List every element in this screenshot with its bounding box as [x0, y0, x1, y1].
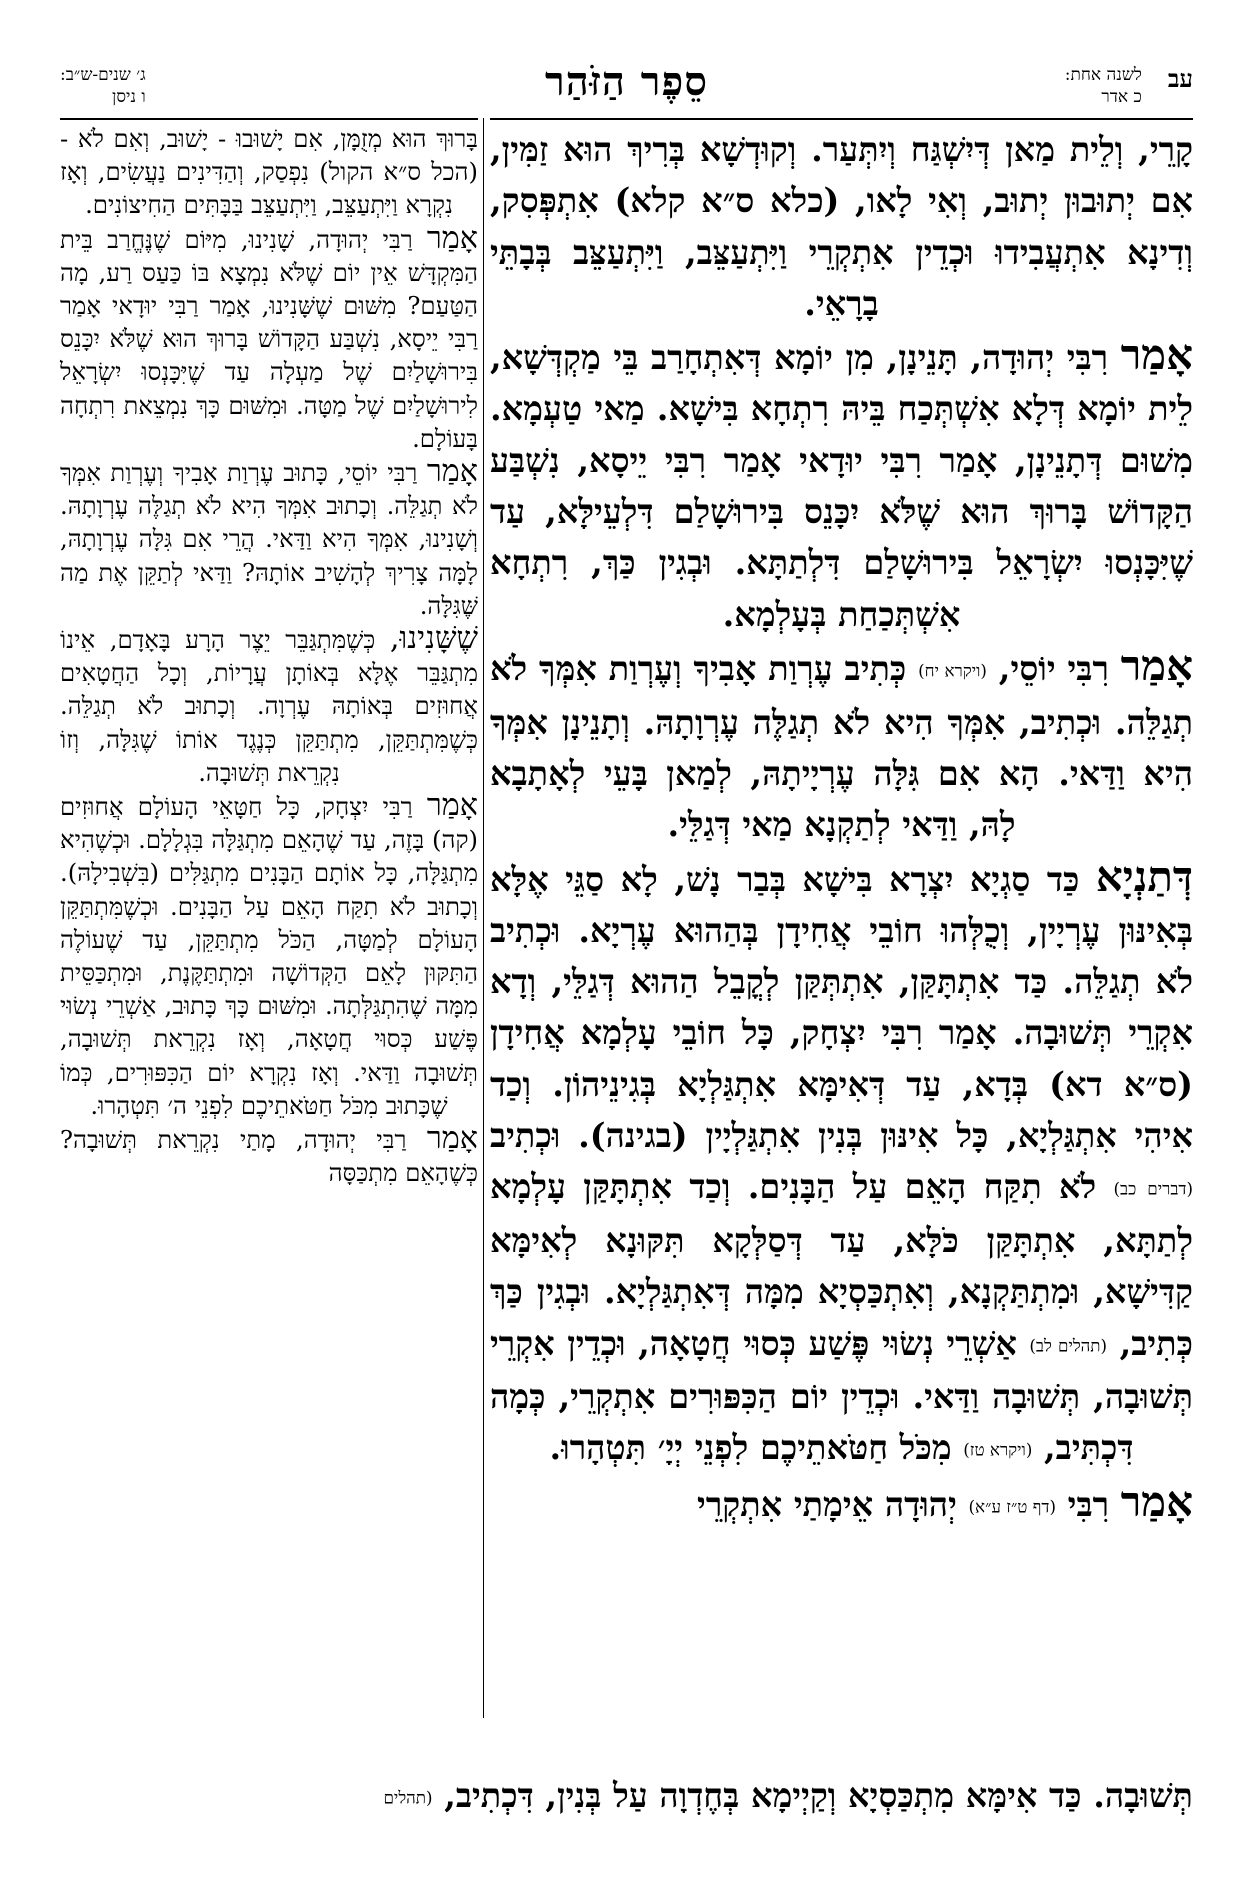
verse-reference: (ויקרא יח): [918, 660, 987, 681]
paragraph: [490, 640, 1193, 851]
opening-word: אָמַר: [1120, 640, 1194, 690]
paragraph-text: רַבִּי יְהוּדָה, שָׁנִינוּ, מִיּוֹם שֶׁנֶּחֱרַב בֵּית הַמִּקְדָּשׁ אֵין יוֹם שֶׁלֹּא נִמְצָא בּוֹ כַּעַס רַע, מָה הַטַּעַם? מִשּׁוּם שֶׁשָּׁנִינוּ, אָמַר רַבִּי יוּדָאי אָמַר רַבִּי יֵיסָא, נִשְׁבַּע הַקָּדוֹשׁ בָּרוּךְ הוּא שֶׁלֹּא יִכָּנֵס בִּירוּשָׁלַיִם שֶׁל מַעְלָה עַד שֶׁיִּכָּנְסוּ יִשְׂרָאֵל לִירוּשָׁלַיִם שֶׁל מַטָּה. וּמִשּׁוּם כָּךְ נִמְצֵאת רִתְחָה בָּעוֹלָם.: [60, 224, 478, 453]
paragraph-text: מִכֹּל חַטֹּאתֵיכֶם לִפְנֵי יְיָ׳ תִּטְהָרוּ.: [549, 1428, 964, 1468]
paragraph: [60, 789, 478, 1122]
paragraph: [60, 1770, 1193, 1824]
paragraph-text: רַבִּי יוֹסֵי, כָּתוּב עֶרְוַת אָבִיךָ וְעֶרְוַת אִמְּךָ לֹא תְגַלֵּה. וְכָתוּב אִמְּךָ הִיא לֹא תְגַלֶּה עֶרְוָתָהּ. וְשָׁנִינוּ, אִמְּךָ הִיא וַדַּאי. הֲרֵי אִם גִּלָּה עֶרְוָתָהּ, לָמָּה צָרִיךְ לְהָשִׁיב אוֹתָהּ? וַדַּאי לְתַקֵּן אֶת מַה שֶּׁגִּלָּה.: [60, 458, 478, 620]
paragraph: [60, 122, 478, 222]
opening-word: אָמַר: [426, 788, 478, 824]
cycle-date: ו ניסן: [111, 87, 146, 107]
header-rule-left: [60, 118, 478, 120]
continuation-line: [60, 1770, 1193, 1824]
hebrew-translation-column: [60, 122, 478, 1190]
opening-word: אָמַר: [426, 454, 478, 490]
paragraph-text: תְּשׁוּבָה. כַּד אִימָּא מִתְכַּסְיָא וְקַיְימָא בְּחֶדְוָה עַל בְּנִין, דִּכְתִיב,: [432, 1776, 1193, 1815]
page-reference: (דף ט״ז ע״א): [968, 1496, 1057, 1517]
paragraph-text: רִבִּי: [1056, 1485, 1121, 1525]
paragraph: [490, 329, 1193, 640]
page-number: עב: [1167, 64, 1193, 93]
paragraph: [60, 1122, 478, 1189]
paragraph: [60, 455, 478, 622]
paragraph: [60, 622, 478, 789]
paragraph-text: כַּד סַגְיָא יִצְרָא בִּישָׁא בְּבַר נָשׁ, לָא סַגֵּי אֶלָּא בְּאִינּוּן עֶרְיָין, וְכֻלְּהוּ חוֹבֵי אֲחִידָן בְּהַהוּא עֶרְיָא. וּכְתִיב לֹא תְגַלֵּה. כַּד אִתְתָּקַּן, אִתְתְּקַּן לְקֳבֵל הַהוּא דְּגַלֵּי, וְדָא אִקְרֵי תְּשׁוּבָה. אָמַר רִבִּי יִצְחָק, כָּל חוֹבֵי עָלְמָא אֲחִידָן (ס״א דא) בְּדָא, עַד דְּאִימָּא אִתְגַּלְיָא בְּגִינֵיהוֹן. וְכַד אִיהִי אִתְגַּלְיָא, כָּל אִינּוּן בְּנִין אִתְגַּלְיָין (בגינה). וּכְתִיב: [490, 859, 1193, 1155]
header-rule-right: [490, 118, 1193, 120]
verse-reference: (ויקרא טז): [963, 1439, 1033, 1460]
book-title: סֵפֶר הַזֹּהַר: [545, 58, 708, 105]
verse-reference: (תהלים לב): [1029, 1334, 1108, 1355]
paragraph-text: יְהוּדָה אֵימָתַי אִתְקְרֵי: [697, 1485, 969, 1525]
page-header: [60, 58, 1193, 118]
opening-word: אָמַר: [426, 1121, 478, 1157]
verse-reference: (דברים כב): [1113, 1178, 1193, 1199]
opening-word: אָמַר: [1120, 330, 1193, 380]
paragraph: [490, 851, 1193, 1477]
paragraph-text: כְּשֶׁמִּתְגַּבֵּר יֵצֶר הָרָע בָּאָדָם, אֵינוֹ מִתְגַּבֵּר אֶלָּא בְּאוֹתָן עֲרָיוֹת, וְכָל הַחֲטָאִים אֲחוּזִים בְּאוֹתָהּ עֶרְוָה. וְכָתוּב לֹא תְגַלֵּה. כְּשֶׁמִּתְתַּקֵּן, מִתְתַּקֵּן כְּנֶגֶד אוֹתוֹ שֶׁגִּלָּה, וְזוֹ נִקְרֵאת תְּשׁוּבָה.: [60, 625, 478, 787]
cycle-label: ג׳ שנים-ש״ב:: [60, 65, 146, 85]
paragraph-text: רַבִּי יְהוּדָה, מָתַי נִקְרֵאת תְּשׁוּבָה? כְּשֶׁהָאֵם מִתְכַּסָּה: [60, 1125, 478, 1188]
paragraph-text: רִבִּי יְהוּדָה, תָּנֵינָן, מִן יוֹמָא דְּאִתְחָרַב בֵּי מַקְדְּשָׁא, לֵית יוֹמָא דְּלָא אִשְׁתְּכַח בֵּיהּ רִתְחָא בִּישָׁא. מַאי טַעְמָא. מִשׁוּם דְּתָנֵינָן, אָמַר רִבִּי יוּדָאי אָמַר רִבִּי יֵיסָא, נִשְׁבַּע הַקָּדוֹשׁ בָּרוּךְ הוּא שֶׁלֹּא יִכָּנֵס בִּירוּשָׁלַם דִּלְעֵילָּא, עַד שֶׁיִּכָּנְסוּ יִשְׂרָאֵל בִּירוּשָׁלַם דִּלְתַתָּא. וּבְגִין כַּךְ, רִתְחָא אִשְׁתְּכַחַת בְּעָלְמָא.: [490, 338, 1193, 634]
aramaic-column: [490, 124, 1193, 1533]
paragraph: [60, 222, 478, 455]
reading-schedule-label: לשנה אחת:: [1064, 65, 1142, 85]
paragraph-text: רִבִּי יוֹסֵי,: [986, 648, 1121, 688]
column-divider: [483, 118, 484, 1718]
header-left: [60, 64, 146, 108]
paragraph-text: לֹא תִקַּח הָאֵם עַל הַבָּנִים. וְכַד אִתְתָּקַּן עָלְמָא לְתַתָּא, אִתְתָּקַּן כֹּלָּא, עַד דְּסַלְּקָא תִּקּוּנָא לְאִימָּא קַדִּישָׁא, וּמִתְתַּקְנָא, וְאִתְכַּסְיָא מִמָּה דְּאִתְגַּלְיָא. וּבְגִין כַּךְ כְּתִיב,: [490, 1167, 1193, 1363]
paragraph: [490, 1476, 1193, 1533]
opening-word: דְּתַנְיָא: [1095, 851, 1193, 901]
paragraph-text: קָרֵי, וְלֵית מַאן דְּיִשְׁגַּח וְיִתְּעַר. וְקוּדְשָׁא בְּרִיךְ הוּא זַמִּין, אִם יְתוּבוּן יְתוּב, וְאִי לָאו, (כלא ס״א קלא) אִתְפְּסִק, וְדִינָא אִתְעֲבִידוּ וּכְדֵין אִתְקְרֵי וַיִּתְעַצֵּב, וַיִּתְעַצֵּב בְּבָתֵּי בָרָאֵי.: [490, 130, 1193, 323]
paragraph: [490, 124, 1193, 329]
opening-word: אָמַר: [426, 220, 478, 256]
paragraph-text: כְּתִיב עֶרְוַת אָבִיךָ וְעֶרְוַת אִמְּךָ לֹא תְגַלֵּה. וּכְתִיב, אִמְּךָ הִיא לֹא תְגַלֶּה עֶרְוָתָהּ. וְתָנֵינָן אִמְּךָ הִיא וַדַּאי. הָא אִם גִּלָּה עֶרְיָיתָהּ, לְמַאן בָּעֵי לְאָתָבָא לָהּ, וַדַּאי לְתַקְנָא מַאי דְּגַלֵּי.: [490, 648, 1193, 845]
opening-word: אָמַר: [1120, 1477, 1193, 1527]
reading-schedule-date: כ אדר: [1101, 87, 1142, 107]
paragraph-text: אַשְׁרֵי נְשׂוּי פֶּשַׁע כְּסוּי חֲטָאָה, וּכְדֵין אִקְרֵי תְּשׁוּבָה, תְּשׁוּבָה וַדַּאי. וּכְדֵין יוֹם הַכִּפּוּרִים אִתְקְרֵי, כְּמָה דִּכְתִּיב,: [490, 1323, 1193, 1468]
paragraph-text: בָּרוּךְ הוּא מְזֻמָּן, אִם יָשׁוּבוּ - יָשׁוּב, וְאִם לֹא - (הכל ס״א הקול) נִפְסַק, וְהַדִּינִים נַעֲשִׂים, וְאָז נִקְרָא וַיִּתְעַצֵּב, וַיִּתְעַצֵּב בַּבָּתִּים הַחִיצוֹנִים.: [60, 124, 478, 220]
verse-reference: (תהלים: [383, 1787, 433, 1808]
opening-word: שֶׁשָּׁנִינוּ,: [389, 621, 478, 657]
paragraph-text: רַבִּי יִצְחָק, כָּל חַטָּאֵי הָעוֹלָם אֲחוּזִים (קה) בָּזֶה, עַד שֶׁהָאֵם מִתְגַּלָּה בִּגְלָלָם. וּכְשֶׁהִיא מִתְגַּלָּה, כָּל אוֹתָם הַבָּנִים מִתְגַּלִּים (בִּשְׁבִילָהּ). וְכָתוּב לֹא תִקַּח הָאֵם עַל הַבָּנִים. וּכְשֶׁמִּתְתַּקֵּן הָעוֹלָם לְמַטָּה, הַכֹּל מִתְתַּקֵּן, עַד שֶׁעוֹלֶה הַתִּקּוּן לָאֵם הַקְּדוֹשָׁה וּמִתְתַּקֶּנֶת, וּמִתְכַּסֵּית מִמָּה שֶׁהִתְגַּלְּתָה. וּמִשּׁוּם כָּךְ כָּתוּב, אַשְׁרֵי נְשׂוּי פֶּשַׁע כְּסוּי חֲטָאָה, וְאָז נִקְרֵאת תְּשׁוּבָה, תְּשׁוּבָה וַדַּאי. וְאָז נִקְרָא יוֹם הַכִּפּוּרִים, כְּמוֹ שֶׁכָּתוּב מִכֹּל חַטֹּאתֵיכֶם לִפְנֵי ה׳ תִּטְהָרוּ.: [60, 792, 478, 1120]
